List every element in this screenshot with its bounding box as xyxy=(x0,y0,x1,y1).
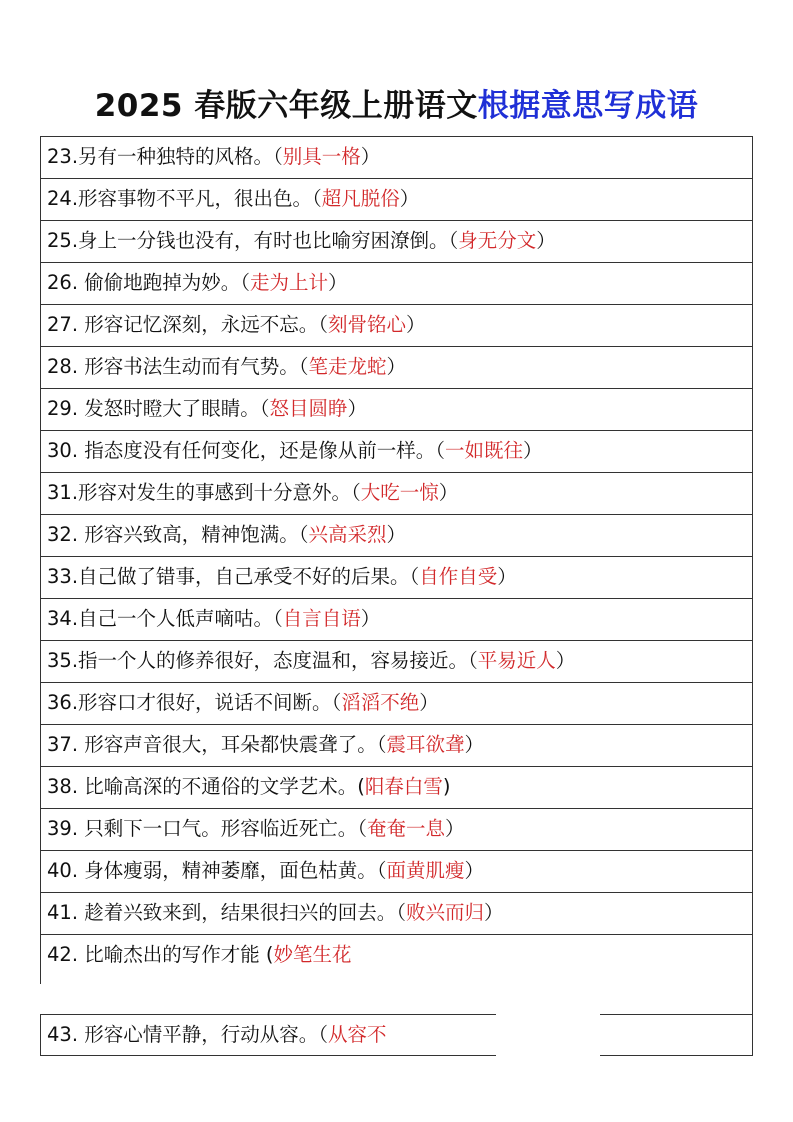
answer-text: 别具一格 xyxy=(282,145,361,168)
table-row xyxy=(40,766,752,808)
bracket-close: ） xyxy=(386,523,406,546)
question-text: 23.另有一种独特的风格。（ xyxy=(47,145,283,168)
table-row xyxy=(40,682,752,724)
answer-text: 走为上计 xyxy=(249,271,328,294)
border-gap xyxy=(496,1053,600,1058)
question-text: 31.形容对发生的事感到十分意外。（ xyxy=(47,481,361,504)
answer-text: 大吃一惊 xyxy=(360,481,439,504)
bracket-close: ） xyxy=(399,187,420,210)
table-row xyxy=(40,220,752,262)
bracket-close: ） xyxy=(360,145,381,168)
bracket-close: ） xyxy=(327,271,348,294)
table-row xyxy=(40,304,752,346)
bracket-close: ） xyxy=(360,607,381,630)
bracket-close: ） xyxy=(386,355,406,378)
answer-text: 妙笔生花 xyxy=(273,943,352,966)
table-right-border xyxy=(752,136,753,1056)
question-text: 26. 偷偷地跑掉为妙。（ xyxy=(47,271,250,294)
table-left-border-bottom xyxy=(40,1014,41,1056)
bracket-close: ） xyxy=(536,229,556,252)
bracket-close: ） xyxy=(419,691,439,714)
title-highlight: 根据意思写成语 xyxy=(477,88,699,124)
bracket-close: ) xyxy=(442,775,451,798)
bracket-close: ） xyxy=(438,481,459,504)
question-text: 28. 形容书法生动而有气势。（ xyxy=(47,355,309,378)
table-row xyxy=(40,934,752,1014)
answer-text: 震耳欲聋 xyxy=(386,733,465,756)
question-text: 41. 趁着兴致来到，结果很扫兴的回去。（ xyxy=(47,901,406,924)
question-text: 33.自己做了错事，自己承受不好的后果。（ xyxy=(47,565,420,588)
question-text: 30. 指态度没有任何变化，还是像从前一样。（ xyxy=(47,439,445,462)
page-title xyxy=(0,80,793,125)
table-row xyxy=(40,640,752,682)
table-row xyxy=(40,514,752,556)
table-row xyxy=(40,430,752,472)
question-text: 29. 发怒时瞪大了眼睛。（ xyxy=(47,397,270,420)
question-text: 37. 形容声音很大，耳朵都快震聋了。（ xyxy=(47,733,387,756)
table-row xyxy=(40,178,752,220)
answer-text: 兴高采烈 xyxy=(308,523,387,546)
table-row xyxy=(40,892,752,934)
table-row xyxy=(40,388,752,430)
answer-text: 一如既往 xyxy=(444,439,523,462)
answer-text: 自言自语 xyxy=(282,607,361,630)
answer-text: 面黄肌瘦 xyxy=(386,859,465,882)
answer-text: 阳春白雪 xyxy=(364,775,443,798)
question-text: 27. 形容记忆深刻，永远不忘。（ xyxy=(47,313,328,336)
table-row xyxy=(40,850,752,892)
bracket-close: ） xyxy=(464,733,484,756)
table-row xyxy=(40,262,752,304)
question-text: 35.指一个人的修养很好，态度温和，容易接近。（ xyxy=(47,649,478,672)
bracket-close: ） xyxy=(405,313,426,336)
bracket-close: ） xyxy=(347,397,367,420)
question-text: 43. 形容心情平静，行动从容。（ xyxy=(47,1023,328,1046)
table-row xyxy=(40,472,752,514)
question-text: 25.身上一分钱也没有，有时也比喻穷困潦倒。（ xyxy=(47,229,459,252)
question-text: 42. 比喻杰出的写作才能 ( xyxy=(47,943,274,966)
answer-text: 自作自受 xyxy=(419,565,498,588)
bracket-close: ） xyxy=(483,901,504,924)
question-text: 24.形容事物不平凡，很出色。（ xyxy=(47,187,322,210)
answer-text: 奄奄一息 xyxy=(366,817,445,840)
bracket-close: ） xyxy=(555,649,576,672)
question-text: 36.形容口才很好，说话不间断。（ xyxy=(47,691,342,714)
table-bottom-border xyxy=(40,1055,753,1056)
bracket-close: ） xyxy=(464,859,484,882)
table-row xyxy=(40,346,752,388)
table-row xyxy=(40,136,752,178)
answer-text: 刻骨铭心 xyxy=(327,313,406,336)
table-row xyxy=(40,556,752,598)
question-text: 38. 比喻高深的不通俗的文学艺术。( xyxy=(47,775,365,798)
table-row xyxy=(40,598,752,640)
bracket-close: ） xyxy=(497,565,517,588)
question-text: 34.自己一个人低声嘀咕。（ xyxy=(47,607,283,630)
title-main: 2025 春版六年级上册语文 xyxy=(94,88,478,124)
question-text: 40. 身体瘦弱，精神萎靡，面色枯黄。（ xyxy=(47,859,387,882)
answer-text: 超凡脱俗 xyxy=(321,187,400,210)
border-gap xyxy=(496,1014,600,1020)
table-row xyxy=(40,724,752,766)
answer-text: 败兴而归 xyxy=(405,901,484,924)
answer-text: 身无分文 xyxy=(458,229,537,252)
question-text: 39. 只剩下一口气。形容临近死亡。（ xyxy=(47,817,367,840)
table-row xyxy=(40,1014,752,1055)
table-row xyxy=(40,808,752,850)
bracket-close: ） xyxy=(522,439,543,462)
answer-text: 平易近人 xyxy=(477,649,556,672)
answer-text: 怒目圆睁 xyxy=(269,397,348,420)
table-left-border-top xyxy=(40,136,41,984)
bracket-close: ） xyxy=(444,817,465,840)
answer-text: 笔走龙蛇 xyxy=(308,355,387,378)
answer-text: 滔滔不绝 xyxy=(341,691,420,714)
answer-text: 从容不 xyxy=(327,1023,387,1046)
question-text: 32. 形容兴致高，精神饱满。（ xyxy=(47,523,309,546)
